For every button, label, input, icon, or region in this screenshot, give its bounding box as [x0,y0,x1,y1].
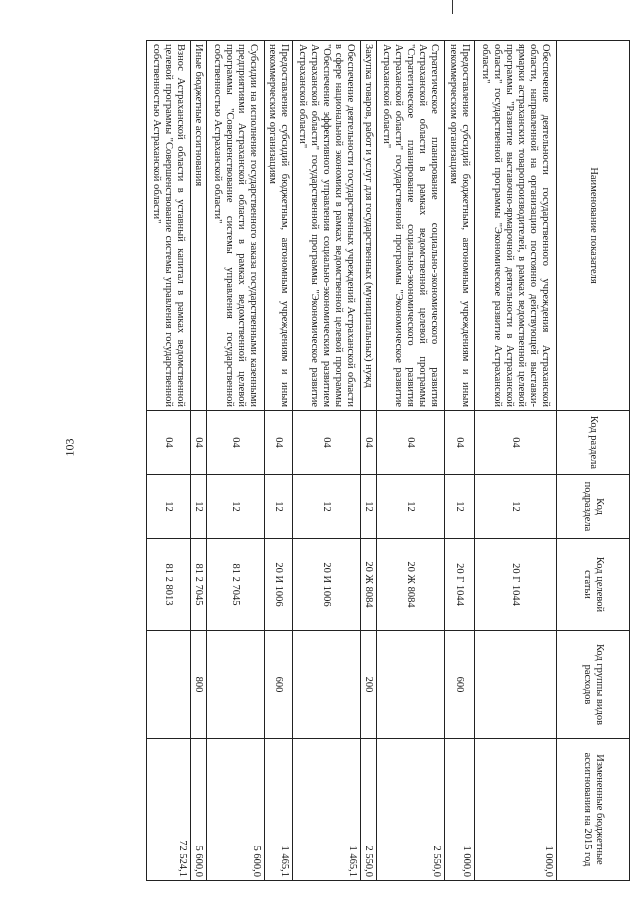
row-amount: 1 465,1 [265,739,293,881]
table-header-row [557,41,630,881]
row-name: Субсидии на исполнение государственного заказа государственными казенными предприятиями Астраханской области в рамках ведомственной целевой программы "Совершенствование системы управления государственной собственностью Астраханской области" [207,41,265,411]
row-amount: 2 550,0 [361,739,377,881]
row-podrazdel: 12 [377,475,445,539]
table-row [265,41,293,881]
row-name: Взнос Астраханской области в уставный капитал в рамках ведомственной целевой программы "Совершенствование системы управления государственной собственностью Астраханской области" [147,41,191,411]
row-podrazdel: 12 [207,475,265,539]
header-name: Наименование показателя [557,41,630,411]
row-amount: 72 524,1 [147,739,191,881]
table-row [207,41,265,881]
row-vid: 800 [191,631,207,739]
row-podrazdel: 12 [445,475,475,539]
row-vid: 600 [445,631,475,739]
row-vid [207,631,265,739]
row-razdel: 04 [377,411,445,475]
row-razdel: 04 [265,411,293,475]
row-razdel: 04 [293,411,361,475]
table-row [377,41,445,881]
row-statya: 20 И 1006 [293,539,361,631]
row-amount: 1 000,0 [475,739,557,881]
row-razdel: 04 [207,411,265,475]
row-statya: 20 Г 1044 [445,539,475,631]
row-amount: 1 000,0 [445,739,475,881]
row-razdel: 04 [191,411,207,475]
page-number: 103 [62,438,77,457]
margin-rule [452,0,453,14]
header-amount: Измененные бюджетные ассигнования на 2015 год [557,739,630,881]
row-statya: 81 2 7045 [207,539,265,631]
row-statya: 81 2 7045 [191,539,207,631]
row-podrazdel: 12 [293,475,361,539]
row-razdel: 04 [361,411,377,475]
row-statya: 20 И 1006 [265,539,293,631]
row-podrazdel: 12 [265,475,293,539]
header-podrazdel: Код подраздела [557,475,630,539]
row-vid: 200 [361,631,377,739]
row-statya: 20 Ж 8084 [361,539,377,631]
table-row [147,41,191,881]
row-vid [293,631,361,739]
row-statya: 20 Г 1044 [475,539,557,631]
table-row [191,41,207,881]
table-row [361,41,377,881]
row-vid [475,631,557,739]
row-podrazdel: 12 [147,475,191,539]
row-vid: 600 [265,631,293,739]
table-row [293,41,361,881]
budget-table [146,40,630,881]
row-amount: 5 600,0 [207,739,265,881]
row-razdel: 04 [147,411,191,475]
table-row [475,41,557,881]
row-razdel: 04 [445,411,475,475]
row-vid [147,631,191,739]
row-name: Предоставление субсидий бюджетным, автономным учреждениям и иным некоммерческим организациям [445,41,475,411]
row-podrazdel: 12 [475,475,557,539]
row-name: Иные бюджетные ассигнования [191,41,207,411]
row-name: Обеспечение деятельности государственных учреждений Астраханской области в сфере национальной экономики в рамках ведомственной целевой программы "Обеспечение эффективного управления социально-экономическим развитием Астраханской области" государственной программы "Экономическое развитие Астраханской области" [293,41,361,411]
header-statya: Код целевой статьи [557,539,630,631]
row-statya: 81 2 8013 [147,539,191,631]
row-name: Обеспечение деятельности государственного учреждения Астраханской области, направленной на организацию постоянно действующей выставки-ярмарки астраханских товаропроизводителей, в рамках ведомственной целевой программы "Развитие выставочно-ярмарочной деятельности в Астраханской области" государственной программы "Экономическое развитие Астраханской области" [475,41,557,411]
row-name: Предоставление субсидий бюджетным, автономным учреждениям и иным некоммерческим организациям [265,41,293,411]
header-vid: Код группы видов расходов [557,631,630,739]
row-amount: 2 550,0 [377,739,445,881]
row-amount: 1 465,1 [293,739,361,881]
header-razdel: Код раздела [557,411,630,475]
row-name: Закупка товаров, работ и услуг для государственных (муниципальных) нужд [361,41,377,411]
rotated-table-container [130,40,630,880]
row-amount: 5 600,0 [191,739,207,881]
row-vid [377,631,445,739]
row-podrazdel: 12 [361,475,377,539]
row-podrazdel: 12 [191,475,207,539]
row-statya: 20 Ж 8084 [377,539,445,631]
row-name: Стратегическое планирование социально-экономического развития Астраханской области в рамках ведомственной целевой программы "Стратегическое планирование социально-экономического развития Астраханской области" государственной программы "Экономическое развитие Астраханской области" [377,41,445,411]
row-razdel: 04 [475,411,557,475]
table-row [445,41,475,881]
